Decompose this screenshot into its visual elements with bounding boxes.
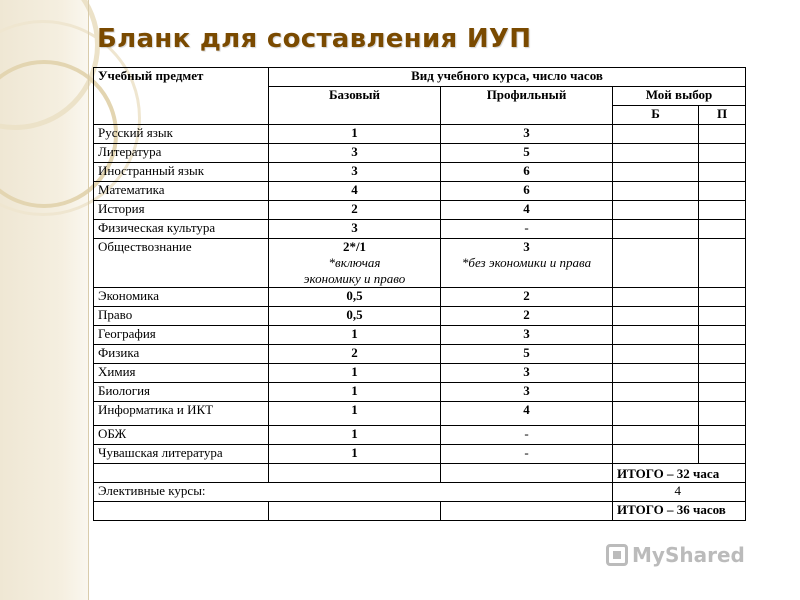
subject-cell: Литература bbox=[94, 144, 269, 163]
choice-b-cell[interactable] bbox=[613, 125, 699, 144]
header-choice-p: П bbox=[699, 106, 746, 125]
basic-hours-cell: 1 bbox=[269, 364, 441, 383]
profile-hours-cell: 5 bbox=[441, 345, 613, 364]
empty-cell bbox=[94, 502, 269, 521]
table-row bbox=[94, 307, 746, 326]
subject-cell: ОБЖ bbox=[94, 426, 269, 445]
choice-p-cell[interactable] bbox=[699, 288, 746, 307]
subject-cell: География bbox=[94, 326, 269, 345]
profile-hours-note: *без экономики и права bbox=[461, 255, 592, 270]
basic-hours-cell: 1 bbox=[269, 426, 441, 445]
profile-hours-cell bbox=[441, 239, 613, 288]
choice-p-cell[interactable] bbox=[699, 445, 746, 464]
table-row bbox=[94, 383, 746, 402]
empty-cell bbox=[94, 464, 269, 483]
choice-b-cell[interactable] bbox=[613, 144, 699, 163]
subject-cell: Информатика и ИКТ bbox=[94, 402, 269, 426]
choice-b-cell[interactable] bbox=[613, 326, 699, 345]
subject-cell: Русский язык bbox=[94, 125, 269, 144]
choice-b-cell[interactable] bbox=[613, 307, 699, 326]
profile-hours-cell: 2 bbox=[441, 307, 613, 326]
choice-p-cell[interactable] bbox=[699, 201, 746, 220]
basic-hours-cell: 1 bbox=[269, 326, 441, 345]
subject-cell: Биология bbox=[94, 383, 269, 402]
total-row bbox=[94, 502, 746, 521]
choice-p-cell[interactable] bbox=[699, 345, 746, 364]
empty-cell bbox=[269, 464, 441, 483]
profile-hours-cell: 6 bbox=[441, 182, 613, 201]
subject-cell: История bbox=[94, 201, 269, 220]
choice-p-cell[interactable] bbox=[699, 426, 746, 445]
choice-b-cell[interactable] bbox=[613, 445, 699, 464]
iup-table bbox=[93, 67, 746, 521]
basic-hours-cell: 4 bbox=[269, 182, 441, 201]
choice-p-cell[interactable] bbox=[699, 364, 746, 383]
electives-label: Элективные курсы: bbox=[94, 483, 613, 502]
profile-hours-cell: 4 bbox=[441, 201, 613, 220]
subject-cell: Математика bbox=[94, 182, 269, 201]
table-row bbox=[94, 144, 746, 163]
profile-hours-cell: 3 bbox=[441, 383, 613, 402]
table-row bbox=[94, 445, 746, 464]
electives-row bbox=[94, 483, 746, 502]
choice-b-cell[interactable] bbox=[613, 201, 699, 220]
subject-cell: Иностранный язык bbox=[94, 163, 269, 182]
basic-hours-cell: 3 bbox=[269, 163, 441, 182]
choice-b-cell[interactable] bbox=[613, 364, 699, 383]
basic-hours-cell bbox=[269, 239, 441, 288]
profile-hours-cell: 6 bbox=[441, 163, 613, 182]
profile-hours-cell: 3 bbox=[441, 364, 613, 383]
basic-hours-cell: 2 bbox=[269, 201, 441, 220]
empty-cell bbox=[441, 464, 613, 483]
table-row bbox=[94, 326, 746, 345]
table-row bbox=[94, 288, 746, 307]
choice-p-cell[interactable] bbox=[699, 144, 746, 163]
profile-hours-cell: 3 bbox=[441, 326, 613, 345]
basic-hours-cell: 1 bbox=[269, 125, 441, 144]
basic-hours-cell: 2 bbox=[269, 345, 441, 364]
subject-cell: Химия bbox=[94, 364, 269, 383]
choice-b-cell[interactable] bbox=[613, 402, 699, 426]
header-subject: Учебный предмет bbox=[94, 68, 269, 125]
empty-cell bbox=[441, 502, 613, 521]
total-hours-1: ИТОГО – 32 часа bbox=[613, 464, 746, 483]
profile-hours-cell: 5 bbox=[441, 144, 613, 163]
choice-p-cell[interactable] bbox=[699, 383, 746, 402]
electives-hours: 4 bbox=[613, 483, 746, 502]
total-hours-2: ИТОГО – 36 часов bbox=[613, 502, 746, 521]
basic-hours-cell: 0,5 bbox=[269, 307, 441, 326]
profile-hours-cell: - bbox=[441, 445, 613, 464]
choice-b-cell[interactable] bbox=[613, 345, 699, 364]
header-course-type: Вид учебного курса, число часов bbox=[269, 68, 746, 87]
subject-cell: Чувашская литература bbox=[94, 445, 269, 464]
profile-hours-cell: 2 bbox=[441, 288, 613, 307]
decorative-divider bbox=[88, 0, 89, 600]
header-profile: Профильный bbox=[441, 87, 613, 125]
choice-p-cell[interactable] bbox=[699, 307, 746, 326]
profile-hours-cell: 3 bbox=[441, 125, 613, 144]
basic-hours-cell: 1 bbox=[269, 445, 441, 464]
table-row bbox=[94, 402, 746, 426]
subject-cell: Право bbox=[94, 307, 269, 326]
choice-p-cell[interactable] bbox=[699, 163, 746, 182]
table-row bbox=[94, 426, 746, 445]
table-row bbox=[94, 345, 746, 364]
choice-b-cell[interactable] bbox=[613, 288, 699, 307]
choice-p-cell[interactable] bbox=[699, 125, 746, 144]
choice-b-cell[interactable] bbox=[613, 182, 699, 201]
header-my-choice: Мой выбор bbox=[613, 87, 746, 106]
subject-cell: Физика bbox=[94, 345, 269, 364]
profile-hours-cell: - bbox=[441, 426, 613, 445]
table-row bbox=[94, 182, 746, 201]
table-row bbox=[94, 163, 746, 182]
subject-cell: Обществознание bbox=[94, 239, 269, 288]
profile-hours-cell: - bbox=[441, 220, 613, 239]
choice-b-cell[interactable] bbox=[613, 163, 699, 182]
choice-p-cell[interactable] bbox=[699, 326, 746, 345]
table-header-row bbox=[94, 68, 746, 87]
basic-hours-value: 2*/1 bbox=[342, 239, 367, 254]
basic-hours-cell: 0,5 bbox=[269, 288, 441, 307]
choice-p-cell[interactable] bbox=[699, 239, 746, 288]
basic-hours-cell: 3 bbox=[269, 220, 441, 239]
table-row bbox=[94, 220, 746, 239]
header-basic: Базовый bbox=[269, 87, 441, 125]
watermark-logo-icon bbox=[606, 544, 628, 566]
total-row bbox=[94, 464, 746, 483]
choice-p-cell[interactable] bbox=[699, 182, 746, 201]
table-row bbox=[94, 125, 746, 144]
header-choice-b: Б bbox=[613, 106, 699, 125]
choice-b-cell[interactable] bbox=[613, 383, 699, 402]
table-row bbox=[94, 239, 746, 288]
watermark-text: MyShared bbox=[632, 543, 745, 567]
basic-hours-note: *включая bbox=[328, 255, 381, 270]
watermark bbox=[606, 541, 768, 569]
page-title: Бланк для составления ИУП bbox=[97, 24, 532, 54]
basic-hours-note: экономику и право bbox=[303, 271, 406, 286]
subject-cell: Физическая культура bbox=[94, 220, 269, 239]
choice-b-cell[interactable] bbox=[613, 426, 699, 445]
choice-p-cell[interactable] bbox=[699, 402, 746, 426]
subject-cell: Экономика bbox=[94, 288, 269, 307]
basic-hours-cell: 3 bbox=[269, 144, 441, 163]
basic-hours-cell: 1 bbox=[269, 402, 441, 426]
choice-b-cell[interactable] bbox=[613, 220, 699, 239]
choice-p-cell[interactable] bbox=[699, 220, 746, 239]
profile-hours-cell: 4 bbox=[441, 402, 613, 426]
choice-b-cell[interactable] bbox=[613, 239, 699, 288]
basic-hours-cell: 1 bbox=[269, 383, 441, 402]
profile-hours-value: 3 bbox=[523, 239, 530, 254]
table-row bbox=[94, 364, 746, 383]
table-row bbox=[94, 201, 746, 220]
empty-cell bbox=[269, 502, 441, 521]
